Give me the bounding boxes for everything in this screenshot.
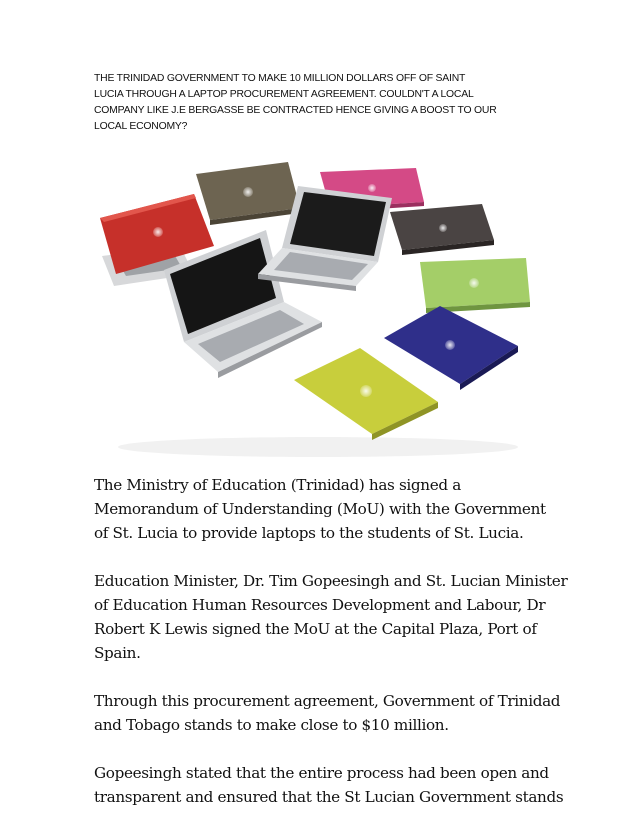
paragraph-line: Robert K Lewis signed the MoU at the Capital Plaza, Port of: [94, 620, 537, 638]
paragraph-line: of Education Human Resources Development and Labour, Dr: [94, 596, 546, 614]
paragraph: [94, 761, 564, 809]
paragraph-line: of St. Lucia to provide laptops to the students of St. Lucia.: [94, 524, 524, 542]
paragraph: [94, 473, 564, 545]
paragraph-line: Gopeesingh stated that the entire process had been open and: [94, 764, 549, 782]
headline: [94, 71, 554, 135]
laptop-blue: [384, 306, 518, 390]
headline-line: LUCIA THROUGH A LAPTOP PROCUREMENT AGREEMENT. COULDN'T A LOCAL: [94, 89, 474, 100]
paragraph: [94, 569, 568, 665]
paragraph-line: transparent and ensured that the St Lucian Government stands: [94, 788, 564, 806]
laptop-yellow: [294, 348, 438, 440]
paragraph-line: The Ministry of Education (Trinidad) has signed a: [94, 476, 461, 494]
paragraph-line: Through this procurement agreement, Government of Trinidad: [94, 692, 561, 710]
headline-line: THE TRINIDAD GOVERNMENT TO MAKE 10 MILLION DOLLARS OFF OF SAINT: [94, 73, 466, 84]
paragraph-line: Spain.: [94, 644, 141, 662]
paragraph-line: Education Minister, Dr. Tim Gopeesingh and St. Lucian Minister: [94, 572, 568, 590]
headline-line: COMPANY LIKE J.E BERGASSE BE CONTRACTED HENCE GIVING A BOOST TO OUR: [94, 105, 497, 116]
article-body: [94, 473, 568, 833]
laptops-photo: [98, 162, 538, 462]
headline-line: LOCAL ECONOMY?: [94, 121, 188, 132]
laptop-brown: [196, 162, 300, 225]
laptop-dark: [390, 204, 494, 255]
paragraph: [94, 689, 564, 737]
paragraph-line: and Tobago stands to make close to $10 million.: [94, 716, 449, 734]
laptop-green: [420, 258, 530, 313]
paragraph-line: Memorandum of Understanding (MoU) with the Government: [94, 500, 546, 518]
